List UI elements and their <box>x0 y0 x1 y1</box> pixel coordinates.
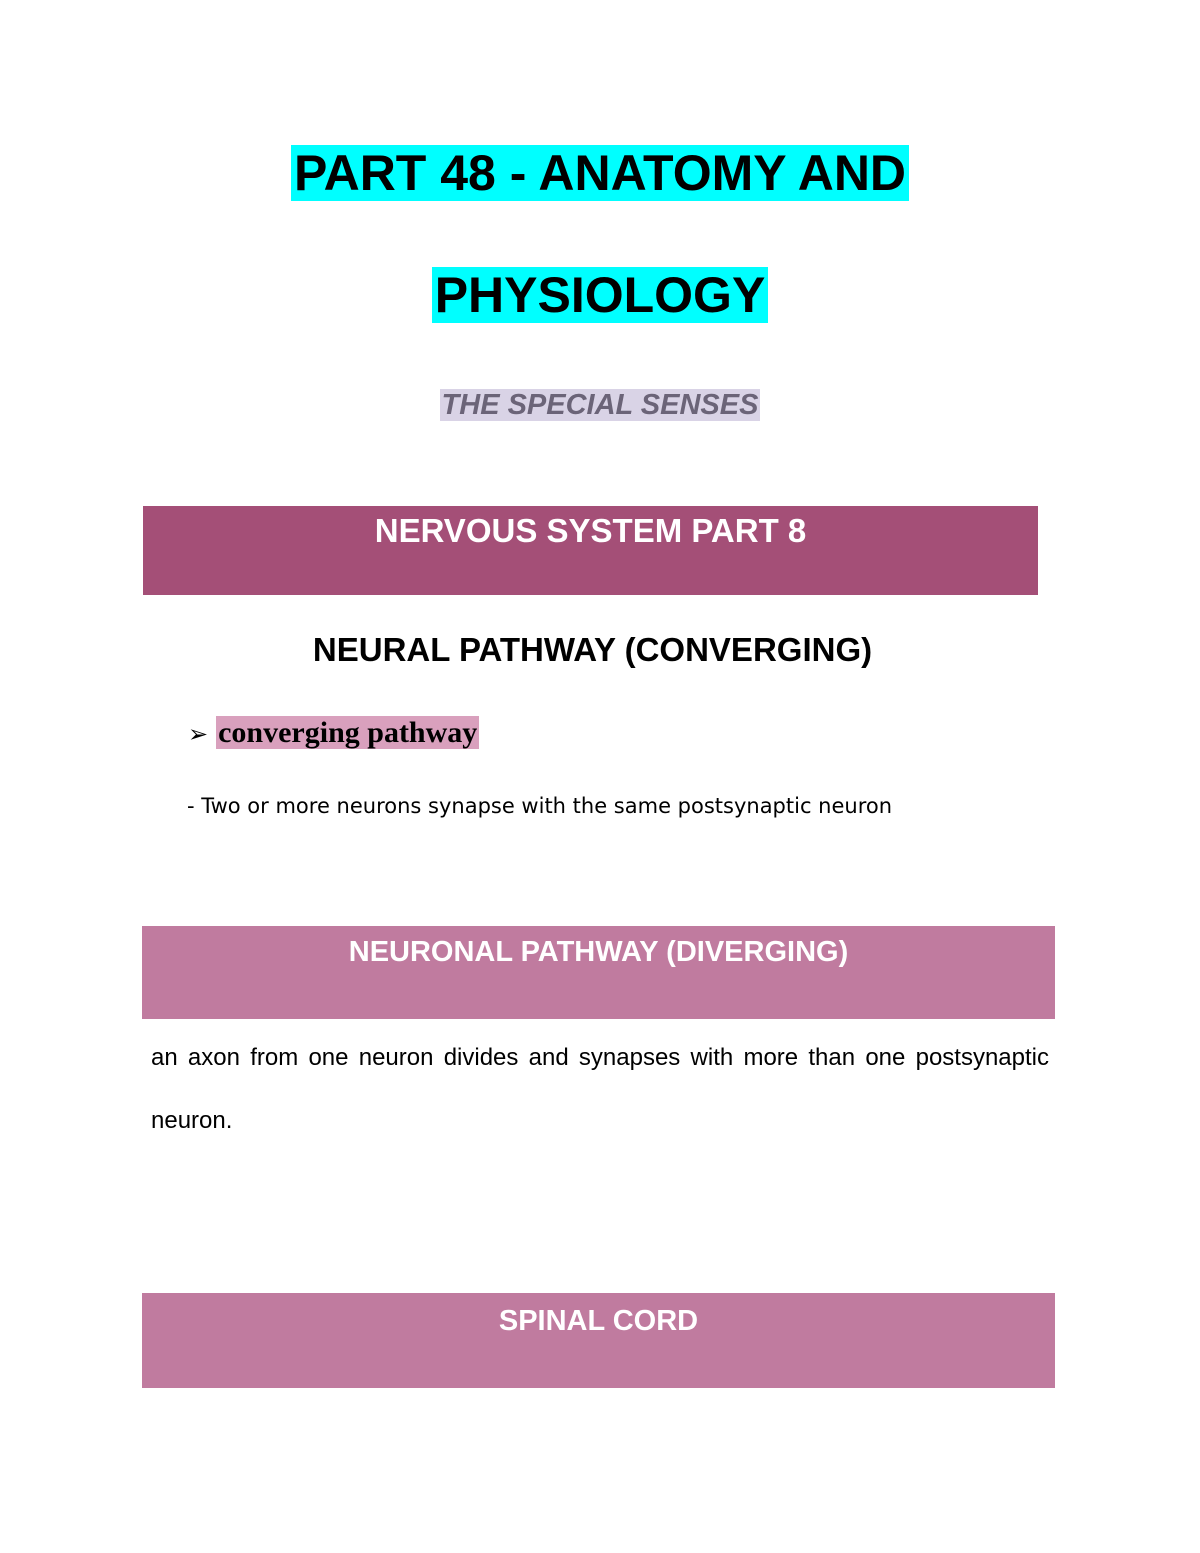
page-title-line-2 <box>0 264 1200 326</box>
section-banner-diverging <box>142 926 1055 1019</box>
subtitle <box>0 386 1200 424</box>
section-banner-diverging-label: NEURONAL PATHWAY (DIVERGING) <box>348 936 849 968</box>
page-title-text-1: PART 48 - ANATOMY AND <box>291 145 909 201</box>
bullet-item-converging-pathway <box>188 712 479 755</box>
section-banner-nervous-system-label: NERVOUS SYSTEM PART 8 <box>374 512 807 549</box>
definition-converging: - Two or more neurons synapse with the same postsynaptic neuron <box>187 794 893 818</box>
section-banner-spinal-cord <box>142 1293 1055 1388</box>
page-title-text-2: PHYSIOLOGY <box>432 267 769 323</box>
page-title-line-1 <box>0 142 1200 204</box>
term-converging-pathway: converging pathway <box>218 716 478 749</box>
definition-diverging: an axon from one neuron divides and synapses with more than one postsynaptic neuron. <box>151 1044 1049 1134</box>
section-banner-nervous-system <box>143 506 1038 595</box>
arrowhead-bullet-icon: ➢ <box>188 720 209 748</box>
section-banner-spinal-cord-label: SPINAL CORD <box>498 1305 699 1337</box>
subtitle-text: THE SPECIAL SENSES <box>441 389 759 421</box>
section-heading-converging: NEURAL PATHWAY (CONVERGING) <box>312 631 873 668</box>
